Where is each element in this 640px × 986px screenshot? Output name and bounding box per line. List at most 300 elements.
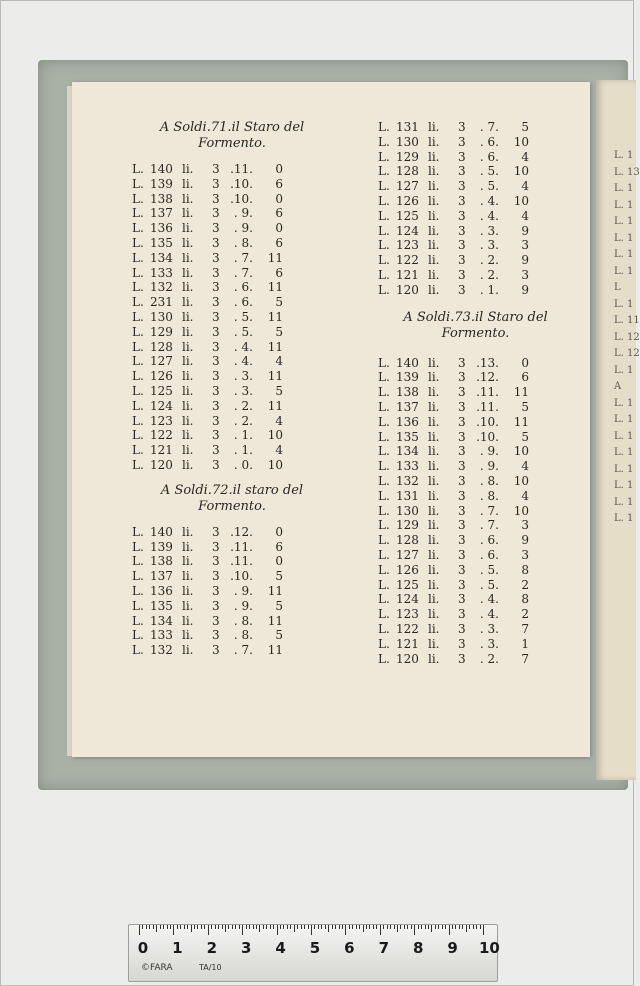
table-cell: L. <box>378 149 390 164</box>
table-cell: li. <box>182 428 194 443</box>
table-cell: . 3. <box>479 621 499 636</box>
table-cell: L. <box>378 429 390 444</box>
table-cell: 4 <box>521 459 529 474</box>
table-cell: 3 <box>212 443 220 458</box>
table-cell: 123 <box>150 413 173 428</box>
table-cell: 3 <box>458 355 466 370</box>
ruler-tick <box>228 925 229 929</box>
table-cell: 128 <box>150 339 173 354</box>
table-row <box>378 652 573 667</box>
table-cell: li. <box>182 176 194 191</box>
ruler-tick <box>387 925 388 929</box>
table-cell: . 6. <box>233 295 253 310</box>
table-cell: 5 <box>275 383 283 398</box>
ruler-tick <box>197 925 198 929</box>
table-cell: L. <box>378 282 390 297</box>
table-cell: li. <box>428 282 440 297</box>
table-cell: 132 <box>396 473 419 488</box>
table-cell: 0 <box>275 221 283 236</box>
table-cell: . 7. <box>479 120 499 134</box>
table-cell: L. <box>378 355 390 370</box>
table-cell: 126 <box>150 369 173 384</box>
ruler-number: 0 <box>137 939 149 957</box>
table-row <box>378 430 573 445</box>
table-cell: 123 <box>396 238 419 253</box>
table-cell: . 1. <box>233 428 253 443</box>
table-cell: 3 <box>458 607 466 622</box>
table-row <box>378 135 573 150</box>
table-cell: 139 <box>396 370 419 385</box>
ruler-tick <box>242 925 243 935</box>
table-cell: . 9. <box>479 444 499 459</box>
table-row <box>132 569 332 584</box>
table-cell: L. <box>378 533 390 548</box>
table-cell: li. <box>182 295 194 310</box>
table-cell: 125 <box>396 577 419 592</box>
table-cell: li. <box>428 355 440 370</box>
table-cell: li. <box>182 457 194 472</box>
table-row <box>132 310 332 325</box>
table-cell: 124 <box>150 398 173 413</box>
table-cell: .11. <box>230 162 253 176</box>
ruler-tick <box>201 925 202 929</box>
table-row <box>132 458 332 473</box>
table-cell: 135 <box>396 429 419 444</box>
table-cell: 3 <box>458 459 466 474</box>
facing-page-fragment: L. 1 <box>614 430 634 442</box>
table-cell: L. <box>132 324 144 339</box>
table-cell: li. <box>428 370 440 385</box>
table-cell: 124 <box>396 223 419 238</box>
table-cell: L. <box>132 524 144 539</box>
table-cell: 9 <box>521 253 529 268</box>
ruler-tick <box>425 925 426 929</box>
measurement-ruler <box>128 924 498 982</box>
table-cell: li. <box>428 193 440 208</box>
table-cell: 127 <box>150 354 173 369</box>
right-heading: A Soldi.73.il Staro del Formento. <box>403 309 548 341</box>
ruler-tick <box>170 925 171 929</box>
table-cell: . 2. <box>479 651 499 666</box>
table-cell: . 5. <box>233 309 253 324</box>
table-row <box>378 164 573 179</box>
table-cell: 10 <box>513 164 529 179</box>
table-row <box>132 251 332 266</box>
table-row <box>132 177 332 192</box>
ruler-tick <box>407 925 408 929</box>
ruler-tick <box>325 925 326 929</box>
table-cell: . 5. <box>479 577 499 592</box>
ruler-tick <box>455 925 456 929</box>
table-cell: . 3. <box>233 369 253 384</box>
table-cell: 10 <box>513 473 529 488</box>
table-cell: li. <box>428 607 440 622</box>
table-row <box>132 599 332 614</box>
table-cell: 127 <box>396 179 419 194</box>
table-cell: L. <box>378 193 390 208</box>
table-cell: 3 <box>458 547 466 562</box>
table-cell: 3 <box>458 238 466 253</box>
table-row <box>132 414 332 429</box>
ruler-number: 4 <box>275 939 286 957</box>
table-cell: . 1. <box>233 443 253 458</box>
table-cell: 3 <box>458 592 466 607</box>
facing-page-fragment: L. 1 <box>614 513 634 524</box>
table-cell: . 8. <box>233 613 253 628</box>
table-cell: 3 <box>212 354 220 369</box>
table-cell: 3 <box>458 562 466 577</box>
table-cell: 5 <box>275 569 283 584</box>
table-row <box>378 356 573 371</box>
table-cell: li. <box>182 339 194 354</box>
table-cell: L. <box>132 265 144 280</box>
table-row <box>132 221 332 236</box>
table-cell: L. <box>378 459 390 474</box>
table-row <box>132 266 332 281</box>
ruler-tick <box>452 925 453 929</box>
table-cell: 3 <box>458 518 466 533</box>
table-row <box>132 295 332 310</box>
table-cell: li. <box>428 562 440 577</box>
facing-page-fragment: L. 1 <box>614 298 634 310</box>
ruler-tick <box>383 925 384 929</box>
table-cell: li. <box>428 429 440 444</box>
table-cell: 0 <box>275 524 283 539</box>
table-cell: li. <box>428 120 440 134</box>
table-cell: . 4. <box>479 193 499 208</box>
table-cell: 3 <box>458 223 466 238</box>
table-cell: 3 <box>212 206 220 221</box>
table-cell: 3 <box>458 414 466 429</box>
ruler-tick <box>483 925 484 935</box>
table-cell: . 3. <box>479 636 499 651</box>
table-cell: 133 <box>396 459 419 474</box>
table-cell: . 8. <box>233 235 253 250</box>
table-cell: 124 <box>396 592 419 607</box>
table-cell: . 4. <box>479 208 499 223</box>
table-cell: L. <box>132 191 144 206</box>
table-row <box>378 209 573 224</box>
table-cell: 129 <box>150 324 173 339</box>
table-cell: . 9. <box>233 206 253 221</box>
table-cell: .11. <box>476 385 499 400</box>
table-cell: 3 <box>521 238 529 253</box>
table-cell: L. <box>132 398 144 413</box>
table-cell: . 9. <box>233 598 253 613</box>
table-cell: 6 <box>275 539 283 554</box>
table-cell: 3 <box>212 583 220 598</box>
facing-page <box>596 80 640 780</box>
table-cell: li. <box>428 547 440 562</box>
table-cell: 3 <box>458 533 466 548</box>
table-cell: 3 <box>458 636 466 651</box>
table-cell: L. <box>132 339 144 354</box>
table-cell: 3 <box>458 399 466 414</box>
table-cell: li. <box>428 503 440 518</box>
left-table-71 <box>132 162 332 473</box>
table-row <box>132 628 332 643</box>
facing-page-fragment: L. 1 <box>614 364 634 376</box>
table-cell: 3 <box>212 398 220 413</box>
table-cell: 129 <box>396 149 419 164</box>
table-cell: L. <box>378 164 390 179</box>
table-cell: L. <box>132 628 144 643</box>
table-cell: L. <box>132 354 144 369</box>
table-cell: .10. <box>230 176 253 191</box>
table-cell: 3 <box>212 250 220 265</box>
table-cell: 11 <box>267 583 283 598</box>
table-cell: 121 <box>396 636 419 651</box>
table-cell: li. <box>428 444 440 459</box>
ruler-tick <box>318 925 319 929</box>
ruler-tick <box>445 925 446 929</box>
table-cell: 6 <box>275 206 283 221</box>
ruler-tick <box>263 925 264 929</box>
table-cell: 126 <box>396 193 419 208</box>
table-cell: li. <box>182 598 194 613</box>
table-cell: . 7. <box>479 503 499 518</box>
table-cell: 4 <box>275 354 283 369</box>
left-heading-1: A Soldi.71.il Staro del Formento. <box>159 120 305 151</box>
ruler-tick <box>339 925 340 929</box>
ruler-tick <box>390 925 391 929</box>
ruler-tick <box>273 925 274 929</box>
table-cell: 10 <box>513 503 529 518</box>
table-cell: L. <box>378 444 390 459</box>
table-cell: 134 <box>396 444 419 459</box>
table-cell: L. <box>378 518 390 533</box>
ruler-tick <box>187 925 188 929</box>
facing-page-fragment: L. 1 <box>614 232 634 244</box>
table-cell: li. <box>182 162 194 176</box>
ruler-tick <box>163 925 164 929</box>
table-cell: 132 <box>150 643 173 658</box>
table-row <box>378 504 573 519</box>
table-cell: L. <box>132 235 144 250</box>
table-row <box>132 384 332 399</box>
ruler-tick <box>414 925 415 935</box>
facing-page-fragment: L. 1 <box>614 480 634 491</box>
table-cell: L. <box>132 176 144 191</box>
table-cell: . 8. <box>479 488 499 503</box>
ruler-tick <box>180 925 181 929</box>
ruler-number: 7 <box>378 939 390 957</box>
left-column <box>132 120 332 658</box>
ruler-tick <box>191 925 192 932</box>
table-cell: . 4. <box>233 354 253 369</box>
ruler-tick <box>349 925 350 929</box>
table-cell: 139 <box>150 539 173 554</box>
table-cell: 4 <box>521 179 529 194</box>
left-heading-2: A Soldi.72.il staro del Formento. <box>160 482 304 514</box>
ruler-tick <box>442 925 443 929</box>
table-cell: 125 <box>150 383 173 398</box>
table-cell: 5 <box>521 120 529 134</box>
table-cell: . 2. <box>479 253 499 268</box>
table-cell: li. <box>428 179 440 194</box>
facing-page-fragment: L. 1 <box>614 414 634 425</box>
table-cell: . 9. <box>479 459 499 474</box>
table-cell: L. <box>132 309 144 324</box>
table-cell: 121 <box>396 267 419 282</box>
table-cell: 11 <box>267 643 283 658</box>
table-row <box>378 120 573 135</box>
table-cell: 10 <box>513 193 529 208</box>
table-cell: li. <box>428 651 440 666</box>
table-cell: 120 <box>396 282 419 297</box>
ruler-tick <box>431 925 432 932</box>
table-cell: .13. <box>476 355 499 370</box>
table-cell: 11 <box>513 385 529 400</box>
table-cell: 3 <box>458 444 466 459</box>
table-row <box>378 563 573 578</box>
table-cell: . 1. <box>479 282 499 297</box>
table-row <box>378 268 573 283</box>
table-cell: 3 <box>458 621 466 636</box>
table-cell: L. <box>378 577 390 592</box>
table-cell: 140 <box>396 355 419 370</box>
ruler-tick <box>246 925 247 929</box>
facing-page-fragment: A <box>614 381 622 392</box>
facing-page-fragment: L. 1 <box>614 199 634 211</box>
ruler-tick <box>153 925 154 929</box>
ruler-tick <box>428 925 429 929</box>
table-cell: 120 <box>396 651 419 666</box>
table-cell: 3 <box>212 309 220 324</box>
table-cell: L. <box>378 414 390 429</box>
table-cell: 3 <box>458 179 466 194</box>
table-cell: .10. <box>230 569 253 584</box>
table-cell: 3 <box>458 385 466 400</box>
table-cell: 11 <box>267 280 283 295</box>
table-cell: 9 <box>521 223 529 238</box>
ruler-number: 2 <box>206 939 218 957</box>
table-cell: li. <box>428 414 440 429</box>
table-cell: li. <box>182 583 194 598</box>
table-cell: 0 <box>275 162 283 176</box>
table-cell: L. <box>378 636 390 651</box>
table-cell: 5 <box>521 429 529 444</box>
table-cell: li. <box>182 191 194 206</box>
ruler-tick <box>418 925 419 929</box>
ruler-tick <box>335 925 336 929</box>
table-cell: li. <box>182 628 194 643</box>
ruler-number: 8 <box>412 939 424 957</box>
ruler-tick <box>356 925 357 929</box>
facing-page-fragment: L. 1 <box>614 216 634 227</box>
table-cell: 135 <box>150 235 173 250</box>
table-cell: .10. <box>476 414 499 429</box>
ruler-tick <box>215 925 216 929</box>
table-cell: li. <box>428 518 440 533</box>
ruler-tick <box>394 925 395 929</box>
table-cell: 128 <box>396 164 419 179</box>
table-cell: . 5. <box>479 179 499 194</box>
table-cell: . 2. <box>233 413 253 428</box>
table-row <box>132 206 332 221</box>
ruler-number: 10 <box>479 939 500 957</box>
ruler-tick <box>469 925 470 929</box>
table-cell: li. <box>182 235 194 250</box>
table-cell: . 6. <box>479 134 499 149</box>
facing-page-fragment: L. 1 <box>614 397 634 409</box>
table-cell: 3 <box>212 628 220 643</box>
table-cell: 3 <box>212 524 220 539</box>
table-cell: L. <box>378 223 390 238</box>
table-cell: li. <box>428 208 440 223</box>
table-cell: 3 <box>212 176 220 191</box>
table-cell: li. <box>428 473 440 488</box>
table-cell: li. <box>182 643 194 658</box>
table-cell: 137 <box>396 399 419 414</box>
facing-page-fragment: L. 12 <box>614 331 640 343</box>
table-cell: 8 <box>521 592 529 607</box>
table-row <box>132 554 332 569</box>
ruler-tick <box>177 925 178 929</box>
table-cell: 3 <box>212 383 220 398</box>
table-cell: . 7. <box>479 518 499 533</box>
table-row <box>378 622 573 637</box>
table-cell: L. <box>378 607 390 622</box>
table-cell: 3 <box>212 569 220 584</box>
table-row <box>132 540 332 555</box>
table-cell: li. <box>428 621 440 636</box>
ruler-code: TA/10 <box>199 963 222 972</box>
table-cell: . 7. <box>233 643 253 658</box>
table-cell: L. <box>132 554 144 569</box>
ruler-tick <box>397 925 398 932</box>
ruler-tick <box>301 925 302 929</box>
table-cell: 11 <box>513 414 529 429</box>
ruler-tick <box>332 925 333 929</box>
table-cell: li. <box>182 265 194 280</box>
facing-page-fragment: L <box>614 282 621 293</box>
table-cell: 3 <box>212 191 220 206</box>
table-row <box>378 194 573 209</box>
table-cell: 131 <box>396 488 419 503</box>
table-row <box>378 150 573 165</box>
ruler-number: 1 <box>172 939 183 957</box>
table-cell: L. <box>378 238 390 253</box>
ruler-tick <box>149 925 150 929</box>
table-cell: 3 <box>212 339 220 354</box>
table-cell: .10. <box>476 429 499 444</box>
right-table-73 <box>378 356 573 667</box>
ruler-tick <box>345 925 346 935</box>
facing-page-fragment: L. 1 <box>614 265 634 277</box>
ruler-tick <box>225 925 226 932</box>
table-cell: li. <box>182 443 194 458</box>
ruler-tick <box>277 925 278 935</box>
ruler-tick <box>466 925 467 932</box>
ruler-number: 6 <box>344 939 355 957</box>
table-cell: 7 <box>521 621 529 636</box>
table-cell: 3 <box>212 554 220 569</box>
table-cell: 138 <box>150 554 173 569</box>
table-cell: li. <box>428 459 440 474</box>
table-cell: 231 <box>150 295 173 310</box>
table-row <box>378 578 573 593</box>
table-cell: L. <box>378 385 390 400</box>
table-cell: 3 <box>458 208 466 223</box>
table-cell: li. <box>182 413 194 428</box>
table-cell: . 2. <box>233 398 253 413</box>
ruler-tick <box>280 925 281 929</box>
table-cell: 136 <box>150 583 173 598</box>
table-cell: 3 <box>212 613 220 628</box>
table-cell: 3 <box>458 267 466 282</box>
ruler-tick <box>404 925 405 929</box>
